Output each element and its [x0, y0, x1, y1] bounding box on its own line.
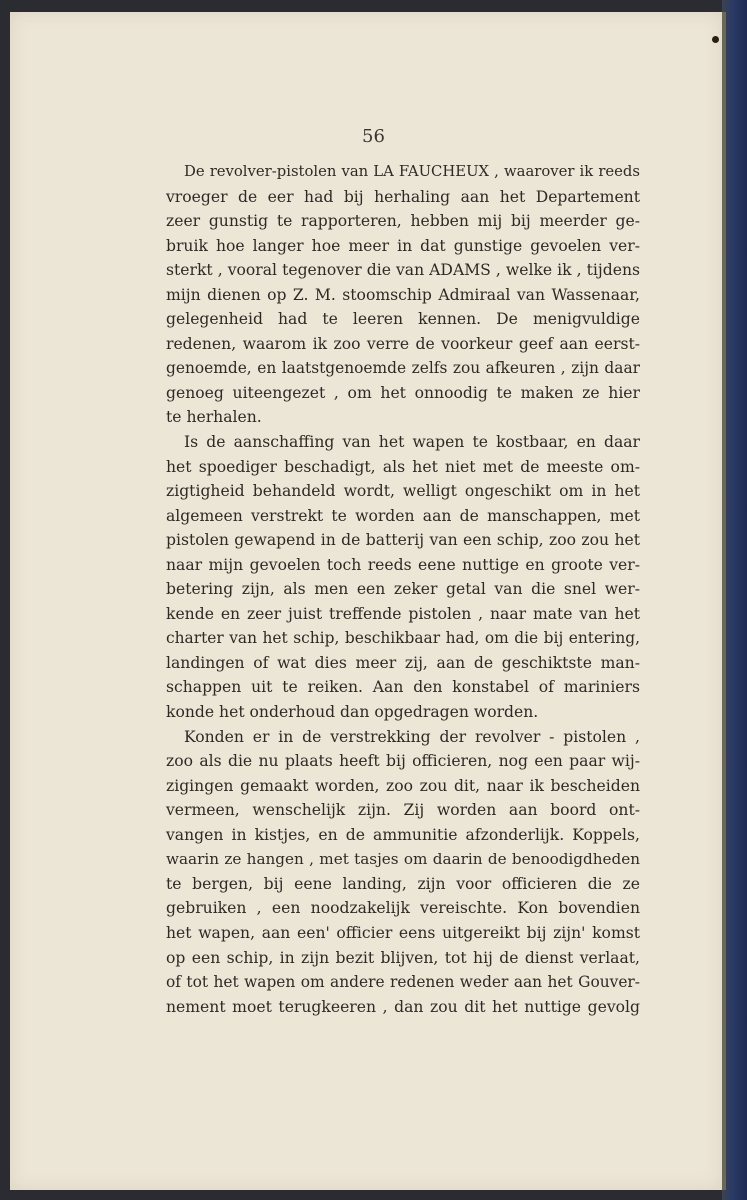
- body-text: [166, 160, 640, 1019]
- ink-spot: [712, 36, 719, 43]
- text-line: mijn dienen op Z. M. stoomschip Admiraal van Wassenaar,: [166, 285, 640, 304]
- text-line: konde het onderhoud dan opgedragen worden.: [166, 703, 539, 722]
- text-line: pistolen gewapend in de batterij van een schip, zoo zou het: [166, 531, 640, 550]
- text-line: redenen, waarom ik zoo verre de voorkeur geef aan eerst-: [166, 334, 640, 353]
- text-line: naar mijn gevoelen toch reeds eene nuttige en groote ver-: [166, 555, 640, 574]
- text-line: De revolver-pistolen van LA FAUCHEUX , waarover ik reeds: [184, 163, 640, 180]
- text-line: vermeen, wenschelijk zijn. Zij worden aan boord ont-: [166, 801, 640, 820]
- text-line: gelegenheid had te leeren kennen. De menigvuldige: [166, 310, 640, 329]
- text-line: op een schip, in zijn bezit blijven, tot hij de dienst verlaat,: [166, 948, 640, 967]
- text-line: zigtigheid behandeld wordt, welligt ongeschikt om in het: [166, 482, 640, 501]
- text-line: of tot het wapen om andere redenen weder aan het Gouver-: [166, 973, 640, 992]
- text-line: kende en zeer juist treffende pistolen , naar mate van het: [166, 604, 640, 623]
- text-line: vroeger de eer had bij herhaling aan het Departement: [166, 187, 640, 206]
- text-line: het spoediger beschadigt, als het niet met de meeste om-: [166, 457, 640, 476]
- text-line: het wapen, aan een' officier eens uitgereikt bij zijn' komst: [166, 923, 640, 942]
- page-fold-edge: [722, 12, 726, 1190]
- text-line: Konden er in de verstrekking der revolver - pistolen ,: [184, 727, 640, 746]
- text-line: zeer gunstig te rapporteren, hebben mij bij meerder ge-: [166, 212, 640, 231]
- text-line: bruik hoe langer hoe meer in dat gunstige gevoelen ver-: [166, 236, 640, 255]
- page-number: 56: [362, 126, 385, 147]
- text-line: charter van het schip, beschikbaar had, om die bij entering,: [166, 629, 640, 648]
- text-line: landingen of wat dies meer zij, aan de geschiktste man-: [166, 653, 640, 672]
- text-line: genoemde, en laatstgenoemde zelfs zou afkeuren , zijn daar: [166, 359, 640, 378]
- text-line: schappen uit te reiken. Aan den konstabel of mariniers: [166, 678, 640, 697]
- text-line: genoeg uiteengezet , om het onnoodig te maken ze hier: [166, 383, 640, 402]
- text-line: zoo als die nu plaats heeft bij officieren, nog een paar wij-: [166, 752, 640, 771]
- text-line: algemeen verstrekt te worden aan de manschappen, met: [166, 506, 640, 525]
- text-line: Is de aanschaffing van het wapen te kostbaar, en daar: [184, 433, 640, 452]
- book-binding-edge: [722, 0, 747, 1200]
- text-line: te herhalen.: [166, 408, 262, 427]
- text-line: betering zijn, als men een zeker getal van die snel wer-: [166, 580, 640, 599]
- text-line: nement moet terugkeeren , dan zou dit het nuttige gevolg: [166, 997, 640, 1016]
- text-line: te bergen, bij eene landing, zijn voor officieren die ze: [166, 874, 640, 893]
- text-line: gebruiken , een noodzakelijk vereischte. Kon bovendien: [166, 899, 640, 918]
- text-line: zigingen gemaakt worden, zoo zou dit, naar ik bescheiden: [166, 776, 640, 795]
- text-line: waarin ze hangen , met tasjes om daarin de benoodigdheden: [166, 850, 640, 869]
- text-line: vangen in kistjes, en de ammunitie afzonderlijk. Koppels,: [166, 825, 640, 844]
- text-line: sterkt , vooral tegenover die van ADAMS , welke ik , tijdens: [166, 261, 640, 280]
